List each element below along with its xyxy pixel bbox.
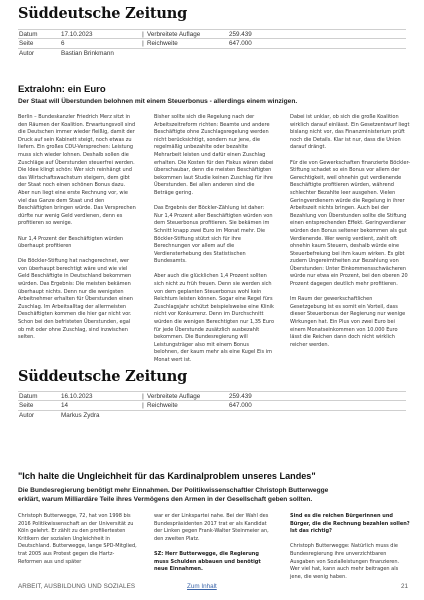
paragraph: Bisher sollte sich die Regelung nach der Arbeitszeitreform richten: Beamte und andere Beschäftigte ohne Zuschlagsregelung werden nicht berücksichtigt, sondern nur jene, die regelmäßig unbezahlte oder bezahlte Mehrarbeit leisten und dafür einen Zuschlag erhalten. Die Kosten für den Fiskus wären dabei überschaubar, denn die meisten Beschäftigten bekommen laut Studie keinen Zuschlag für ihre Überstunden. Bei allen anderen sind die Beträge gering. <box>154 114 274 196</box>
meta-circulation-label: Verbreitete Auflage <box>147 31 201 38</box>
meta-page-label: Seite <box>19 402 34 410</box>
meta-date: 17.10.2023 <box>61 31 93 38</box>
newspaper-masthead: Süddeutsche Zeitung <box>18 368 188 385</box>
meta-author-label: Autor <box>19 49 35 57</box>
meta-circulation: 259.439 <box>229 393 252 400</box>
meta-page: 14 <box>61 402 69 410</box>
table-of-contents-link[interactable]: Zum Inhalt <box>187 583 217 590</box>
meta-page-label: Seite <box>19 40 34 48</box>
article-column-1 <box>18 114 138 341</box>
paragraph: Die Böckler-Stiftung hat nachgerechnet, wer von überhaupt berechtigt wäre und wie viel Geld Beschäftigte in Deutschland bekommen würden. Das Ergebnis: Die meisten bekämen überhaupt nichts. Denn nur die wenigsten Arbeitnehmer erhalten für Überstunden einen Zuschlag. Im Arbeitsalltag der allermeisten Deschäftigten kommen die hier gar nicht vor. Schon bei den befristeten Überstunden, egal ob mit oder ohne Zuschlag, sind inzwischen selten. <box>18 258 133 341</box>
meta-date-label: Datum <box>19 393 38 400</box>
meta-row <box>18 49 406 58</box>
article-lead-line-2: erklärt, warum Milliardäre Teile ihres Vermögens den Armen in der Gesellschaft geben sollten. <box>18 496 313 503</box>
meta-separator: | <box>142 393 144 400</box>
meta-page: 6 <box>61 40 65 48</box>
meta-author-label: Autor <box>19 411 35 419</box>
meta-row <box>18 411 406 420</box>
meta-circulation: 259.439 <box>229 31 252 38</box>
meta-row <box>18 392 406 401</box>
meta-reach-label: Reichweite <box>147 40 178 48</box>
paragraph: Im Raum der gewerkschaftlichen Gesetzgebung ist es somit ein Vorteil, dass dieser Steuerbonus der Regierung nur wenige Wirkungen hat. Ein Plus von zwei Euro bei einem Monatseinkommen von 10.000 Euro lässt die Reichen dann doch nicht wirklich reicher werden. <box>290 296 406 348</box>
paragraph: Berlin – Bundeskanzler Friedrich Merz sitzt in den Räumen der Koalition. Erwartungsvoll sind die Deutschen immer wieder fleißig, damit der Druck auf sein Kabinett steigt, noch etwas zu liefern. Ein großes CDU-Versprechen: Leistung muss sich wieder lohnen. Deshalb sollen die Zuschläge auf Überstunden steuerfrei werden. Die Idee klingt schön: Wer sich reinhängt und das Wirtschaftswachstum steigern, dem gibt der Staat noch einen schönen Bonus dazu. Aber nun liegt eine erste Rechnung vor, wie viel das Ganze dem Staat und den Beschäftigten bringen würde. Das Versprechen dürfte nur wenig Geld verdienen, denn es profitieren so wenige. <box>18 114 136 227</box>
newspaper-masthead: Süddeutsche Zeitung <box>18 5 188 22</box>
meta-row <box>18 30 406 39</box>
paragraph: Das Ergebnis der Böckler-Zählung ist daher: Nur 1,4 Prozent aller Beschäftigten würden von dem Steuerbonus profitieren. Sie bekämen im Schnitt knapp zwei Euro im Monat mehr. Die Böckler-Stiftung stützt sich für ihre Berechnungen vor allem auf die Verdiensterhebung des Statistischen Bundesamts. <box>154 205 273 265</box>
article-lead-line-1: Die Bundesregierung benötigt mehr Einnahmen. Der Politikwissenschaftler Christoph Butterwegge <box>18 487 329 494</box>
article-column-3 <box>290 513 410 580</box>
paragraph: Aber auch die glücklichen 1,4 Prozent sollten sich nicht zu früh freuen. Denn sie werden sich von dem geplanten Steuerbonus wohl kein Reichtum leisten können. Sogar eine Regel fürs Zuschlagsjahr schützt beispielsweise eine Klinik nicht vor Konkurrenz. Denn im Durchschnitt würden die wenigen Berechtigten nur 1,35 Euro für jede Überstunde zusätzlich ausbezahlt bekommen. Die Bundesregierung will Leistungsträger also mit einem Bonus belohnen, der kaum mehr als eine Kugel Eis im Monat wert ist. <box>154 273 274 363</box>
paragraph: Nur 1,4 Prozent der Beschäftigten würden überhaupt profitieren <box>18 235 124 250</box>
article-column-1 <box>18 513 138 575</box>
paragraph: Für die von Gewerkschaften finanzierte Böckler-Stiftung schadet so ein Bonus vor allem der Gerechtigkeit, weil ohnehin gut verdienende Beschäftigte profitieren würden, während schlechter Bezahlte leer ausgehen. Vielen Geringverdienern würde die Regelung in ihrer Arbeitszeit nichts bringen. Auch bei der Bezahlung von Überstunden sollte die Stiftung einen entsprechenden Effekt. Geringverdiener würden den Bonus seltener bekommen als gut Verdienende. Wer wenig verdient, zahlt oft ohnehin kaum Steuern, deshalb würde eine Steuerbefreiung bei ihm kaum wirken. Es gibt zudem Ungereimtheiten zur Bezahlung von Überstunden: Unter Einkommensschwächeren würde nur etwa ein Prozent, bei den oberen 20 Prozent dagegen deutlich mehr profitieren. <box>290 159 411 288</box>
article-body <box>18 513 410 580</box>
article-column-2 <box>154 114 274 363</box>
meta-separator: | <box>142 402 144 410</box>
page-number: 21 <box>400 583 408 590</box>
article-lead: Der Staat will Überstunden belohnen mit einem Steuerbonus - allerdings einem winzigen. <box>18 98 298 105</box>
meta-circulation-label: Verbreitete Auflage <box>147 393 201 400</box>
meta-date-label: Datum <box>19 31 38 38</box>
paragraph: war er der Linkspartei nahe. Bei der Wahl des Bundespräsidenten 2017 trat er als Kandidat der Linken gegen Frank-Walter Steinmeier an, den zweiten Platz. <box>154 513 269 542</box>
article-meta-table <box>18 391 406 420</box>
meta-date: 16.10.2023 <box>61 393 93 400</box>
meta-row <box>18 401 406 410</box>
interview-question: SZ: Herr Butterwegge, die Regierung muss Schulden abbauen und benötigt neue Einnahmen. <box>154 550 261 573</box>
interview-question: Sind es die reichen Bürgerinnen und Bürger, die die Rechnung bezahlen sollen? Ist das richtig? <box>290 513 410 535</box>
meta-separator: | <box>142 31 144 38</box>
article-column-3 <box>290 114 411 348</box>
paragraph: Dabei ist unklar, ob sich die große Koalition wirklich darauf einlässt. Ein Gesetzentwurf liegt bislang nicht vor, das Finanzministerium prüft noch die Details. Klar ist nur, dass die Union darauf drängt. <box>290 114 410 151</box>
article-body <box>18 114 411 363</box>
meta-reach-label: Reichweite <box>147 402 178 410</box>
meta-reach: 647.000 <box>229 402 252 410</box>
article-headline: "Ich halte die Ungleichheit für das Kardinalproblem unseres Landes" <box>18 471 316 481</box>
page-footer <box>18 583 408 593</box>
meta-author: Markus Zydra <box>61 411 100 419</box>
article-column-2 <box>154 513 274 575</box>
meta-author: Bastian Brinkmann <box>61 49 114 57</box>
meta-separator: | <box>142 40 144 48</box>
article-meta-table <box>18 29 406 58</box>
meta-reach: 647.000 <box>229 40 252 48</box>
meta-row <box>18 39 406 48</box>
paragraph: Christoph Butterwegge: Natürlich muss die Bundesregierung ihre unverzichtbaren Ausgaben von Sozialleistungen finanzieren. Wer viel hat, kann auch mehr beitragen als jene, die wenig haben. <box>290 543 400 580</box>
article-headline: Extralohn: ein Euro <box>18 84 106 95</box>
footer-section-title: ARBEIT, AUSBILDUNG UND SOZIALES <box>18 583 136 590</box>
paragraph: Christoph Butterwegge, 72, hat von 1998 bis 2016 Politikwissenschaft an der Universität zu Köln gelehrt. Er zählt zu den profiliertesten Kritikern der sozialen Ungleichheit in Deutschland. Butterwegge, lange SPD-Mitglied, trat 2005 aus Protest gegen die Hartz-Reformen aus und später <box>18 513 137 565</box>
